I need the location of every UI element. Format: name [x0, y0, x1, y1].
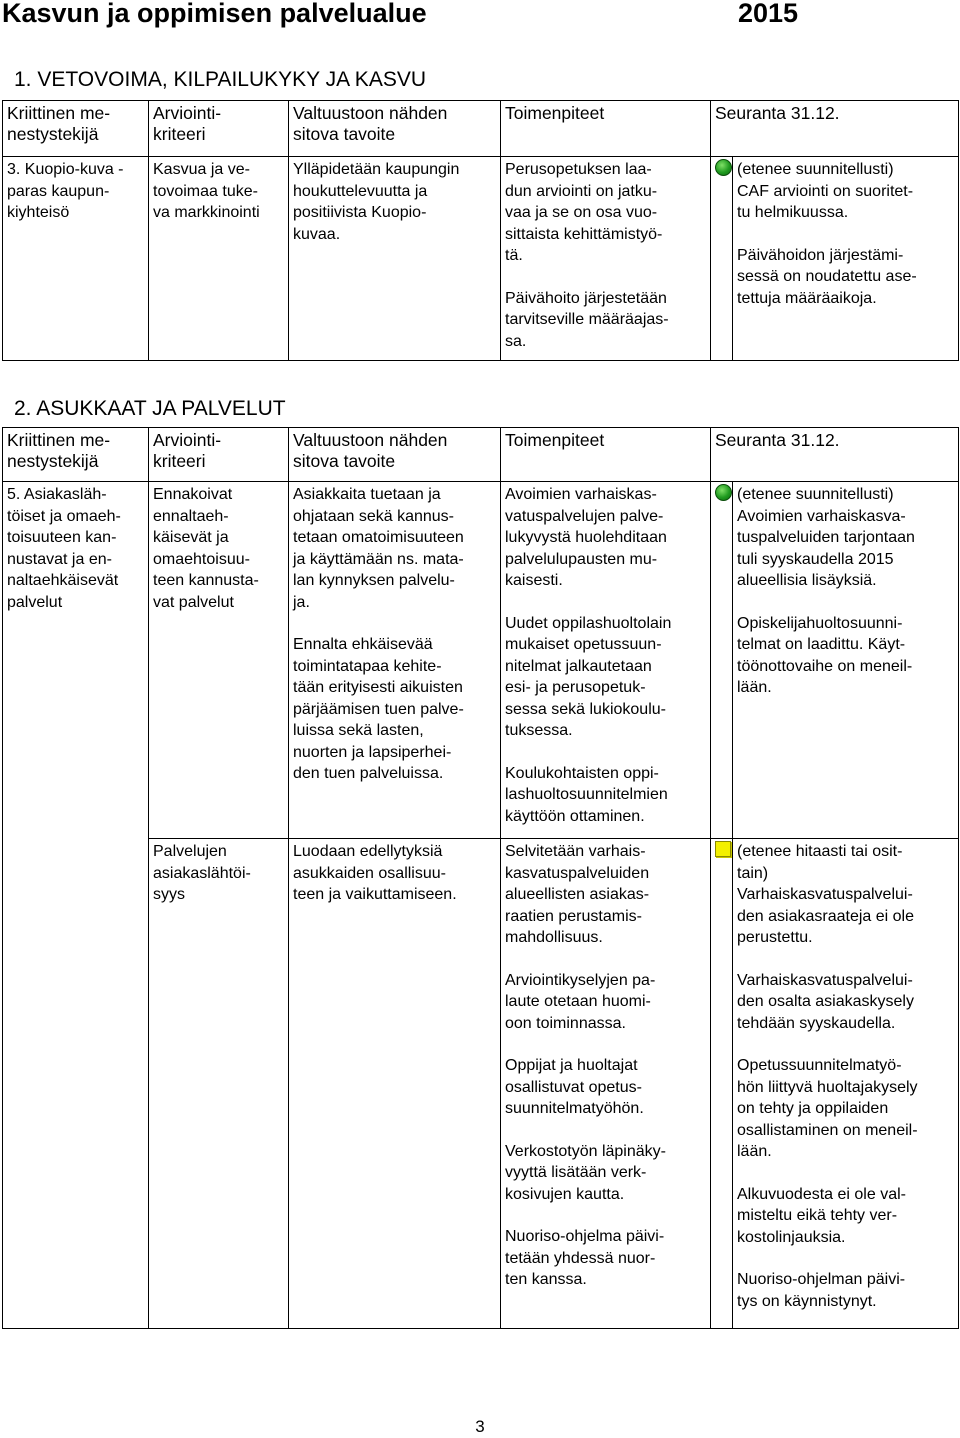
followup-cell [733, 482, 959, 839]
action-item: Verkostotyön läpinäky- vyyttä lisätään verk- kosivujen kautta. [505, 1142, 666, 1203]
action-item: Päivähoito järjestetään tarvitseville määräajas- sa. [505, 289, 669, 350]
header-actions: Toimenpiteet [501, 428, 711, 482]
followup-item: Varhaiskasvatuspalvelui- den osalta asiakaskysely tehdään syyskaudella. [737, 971, 914, 1032]
followup-item: (etenee suunnitellusti) Avoimien varhaiskasva- tuspalveluiden tarjontaan tuli syyskaudella 2015 alueellisia lisäyksiä. [737, 486, 915, 589]
action-item: Perusopetuksen laa- dun arviointi on jatku- vaa ja se on osa vuo- sittaista kehittämistyö- tä. [505, 161, 663, 264]
criterion-cell: Kasvua ja ve- tovoimaa tuke- va markkinointi [149, 157, 289, 361]
goal-item: Ennalta ehkäisevää toimintatapaa kehite- tään erityisesti aikuisten pärjäämisen tuen palve- luissa sekä lasten, nuorten ja lapsiperhei- den tuen palveluissa. [293, 636, 464, 782]
followup-cell [733, 157, 959, 361]
status-cell [711, 482, 733, 839]
goal-item: Luodaan edellytyksiä asukkaiden osallisuu- teen ja vaikuttamiseen. [293, 843, 457, 903]
header-goal: Valtuustoon nähden sitova tavoite [289, 428, 501, 482]
action-item: Arviointikyselyjen pa- laute otetaan huomi- oon toiminnassa. [505, 971, 656, 1032]
goal-cell [289, 839, 501, 1329]
yellow-status-icon [715, 841, 731, 857]
header-critical-factor: Kriittinen me- nestystekijä [3, 428, 149, 482]
section-heading-2: 2. ASUKKAAT JA PALVELUT [14, 397, 286, 420]
table-row [3, 157, 959, 361]
status-cell [711, 839, 733, 1329]
followup-item: (etenee hitaasti tai osit- tain) Varhaiskasvatuspalvelui- den asiakasraateja ei ole perustettu. [737, 843, 915, 946]
critical-factor-cell: 3. Kuopio-kuva - paras kaupun- kiyhteisö [3, 157, 149, 361]
followup-item: Opiskelijahuoltosuunni- telmat on laadittu. Käyt- töönottovaihe on meneil- lään. [737, 614, 913, 696]
goal-item: Asiakkaita tuetaan ja ohjataan sekä kannus- tetaan omatoimisuuteen ja käyttämään ns. mata- lan kynnyksen palvelu- ja. [293, 486, 464, 611]
action-item: Koulukohtaisten oppi- lashuoltosuunnitelmien käyttöön ottaminen. [505, 764, 668, 825]
table-section-2 [2, 427, 959, 1329]
table-header-row [3, 101, 959, 157]
followup-item: Alkuvuodesta ei ole val- misteltu eikä tehty ver- kostolinjauksia. [737, 1185, 906, 1246]
followup-cell [733, 839, 959, 1329]
page-year: 2015 [738, 0, 799, 28]
actions-cell [501, 157, 711, 361]
page-header [0, 0, 960, 34]
criterion-cell: Palvelujen asiakaslähtöi- syys [149, 839, 289, 1329]
header-goal: Valtuustoon nähden sitova tavoite [289, 101, 501, 157]
header-actions: Toimenpiteet [501, 101, 711, 157]
page-number: 3 [475, 1417, 485, 1436]
table-row [3, 482, 959, 839]
goal-cell: Ylläpidetään kaupungin houkuttelevuutta ja positiivista Kuopio- kuvaa. [289, 157, 501, 361]
action-item: Selvitetään varhais- kasvatuspalveluiden alueellisten asiakas- raatien perustamis- mahdollisuus. [505, 843, 650, 946]
page-title: Kasvun ja oppimisen palvelualue [2, 0, 427, 28]
actions-cell [501, 839, 711, 1329]
header-criterion: Arviointi- kriteeri [149, 101, 289, 157]
action-item: Avoimien varhaiskas- vatuspalvelujen palve- lukyvystä huolehditaan palvelulupausten mu- kaisesti. [505, 486, 667, 589]
followup-item: (etenee suunnitellusti) CAF arviointi on suoritet- tu helmikuussa. [737, 161, 914, 221]
goal-cell [289, 482, 501, 839]
action-item: Uudet oppilashuoltolain mukaiset opetussuun- nitelmat jalkautetaan esi- ja perusopetuk- sessa sekä lukiokoulu- tuksessa. [505, 614, 672, 739]
header-followup: Seuranta 31.12. [711, 428, 959, 482]
actions-cell [501, 482, 711, 839]
followup-item: Nuoriso-ohjelman päivi- tys on käynnistynyt. [737, 1271, 906, 1310]
header-criterion: Arviointi- kriteeri [149, 428, 289, 482]
action-item: Nuoriso-ohjelma päivi- tetään yhdessä nuor- ten kanssa. [505, 1228, 665, 1288]
critical-factor-cell: 5. Asiakasläh- töiset ja omaeh- toisuuteen kan- nustavat ja en- naltaehkäisevät palvelut [3, 482, 149, 1329]
green-status-icon [715, 484, 732, 501]
action-item: Oppijat ja huoltajat osallistuvat opetus- suunnitelmatyöhön. [505, 1057, 644, 1117]
followup-item: Opetussuunnitelmatyö- hön liittyvä huoltajakysely on tehty ja oppilaiden osallistaminen on meneil- lään. [737, 1057, 918, 1160]
status-cell [711, 157, 733, 361]
table-section-1 [2, 100, 959, 361]
table-header-row [3, 428, 959, 482]
criterion-cell: Ennakoivat ennaltaeh- käisevät ja omaehtoisuu- teen kannusta- vat palvelut [149, 482, 289, 839]
section-heading-1: 1. VETOVOIMA, KILPAILUKYKY JA KASVU [14, 68, 427, 91]
header-critical-factor: Kriittinen me- nestystekijä [3, 101, 149, 157]
followup-item: Päivähoidon järjestämi- sessä on noudatettu ase- tettuja määräaikoja. [737, 246, 917, 307]
green-status-icon [715, 159, 732, 176]
header-followup: Seuranta 31.12. [711, 101, 959, 157]
